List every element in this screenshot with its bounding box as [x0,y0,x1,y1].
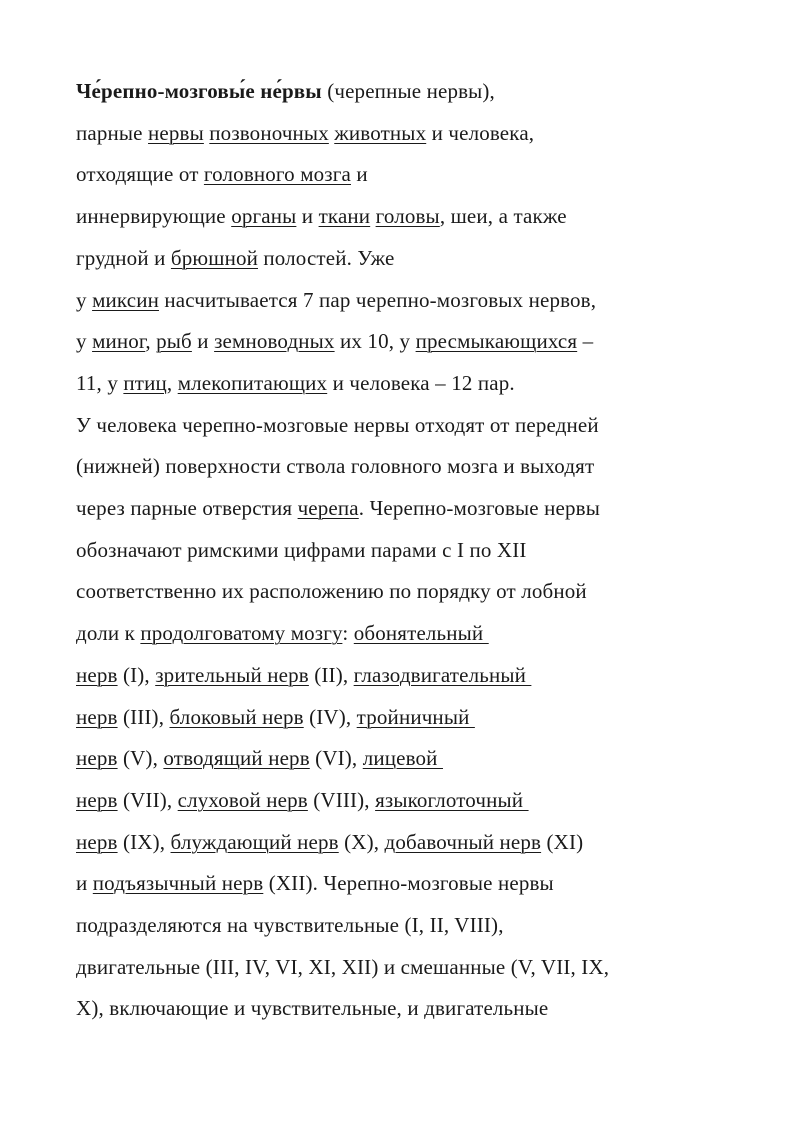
text-segment: и человека, [426,120,535,145]
text-line [76,947,736,989]
text-segment: (I), [117,662,156,687]
article-link[interactable]: тройничный [356,704,475,729]
article-link[interactable]: нерв [76,746,118,771]
text-segment: , шеи, а также [439,204,567,229]
text-segment: парные [76,120,149,145]
text-segment: У человека черепно-мозговые нервы отходят от передней [76,412,599,437]
article-link[interactable]: органы [231,204,297,229]
text-segment: (IV), [303,704,357,729]
text-segment: соответственно их расположению по порядку от лобной [76,579,587,604]
article-link[interactable]: млекопитающих [177,370,328,395]
text-segment: . Черепно-мозговые нервы [358,496,600,521]
text-segment: 11, у [76,370,124,395]
text-segment: (черепные нервы), [321,79,495,103]
article-link[interactable]: головного мозга [203,162,351,187]
text-line [76,655,736,697]
article-link[interactable]: лицевой [362,746,443,771]
text-line [76,154,736,196]
article-link[interactable]: позвоночных [209,120,329,145]
text-segment: (XI) [541,829,584,854]
article-link[interactable]: продолговатому мозгу [140,621,343,646]
document-body [76,71,736,1030]
article-link[interactable]: нервы [148,120,204,145]
text-segment: , [166,370,178,395]
text-segment: двигательные (III, IV, VI, XI, XII) и смешанные (V, VII, IX, [76,954,610,979]
text-segment: (VI), [309,746,363,771]
text-line [76,530,736,572]
article-link[interactable]: пресмыкающихся [415,329,578,354]
article-link[interactable]: черепа [297,496,359,521]
text-line [76,280,736,322]
article-link[interactable]: нерв [76,662,118,687]
text-segment: подразделяются на чувствительные (I, II, VIII), [76,913,504,938]
text-segment: их 10, у [334,329,416,354]
text-line [76,988,736,1030]
article-link[interactable]: птиц [123,370,167,395]
text-segment: грудной и [76,245,171,270]
text-segment: и [191,329,215,354]
text-segment: (XII). Черепно-мозговые нервы [263,871,554,896]
text-segment: у [76,329,93,354]
text-line [76,488,736,530]
text-segment: доли к [76,621,141,646]
article-link[interactable]: отводящий нерв [163,746,310,771]
text-segment: (II), [308,662,354,687]
article-link[interactable]: блуждающий нерв [170,829,339,854]
text-segment: и [296,204,319,229]
text-segment: (VII), [117,787,178,812]
text-segment: – [577,329,594,354]
article-link[interactable]: языкоглоточный [375,787,529,812]
text-segment: (X), [338,829,385,854]
text-line [76,238,736,280]
text-segment: (III), [117,704,170,729]
text-segment: и [350,162,368,187]
text-line [76,113,736,155]
text-segment: обозначают римскими цифрами парами с I по XII [76,537,527,562]
article-link[interactable]: глазодвигательный [353,662,532,687]
text-segment: иннервирующие [76,204,232,229]
text-segment: : [342,621,354,646]
text-segment: (VIII), [307,787,376,812]
text-line [76,363,736,405]
article-link[interactable]: нерв [76,704,118,729]
article-link[interactable]: животных [334,120,427,145]
article-link[interactable]: ткани [318,204,371,229]
text-line [76,613,736,655]
article-link[interactable]: зрительный нерв [155,662,309,687]
text-line [76,738,736,780]
text-line [76,71,736,113]
text-line [76,405,736,447]
article-link[interactable]: слуховой нерв [177,787,308,812]
article-link[interactable]: подъязычный нерв [92,871,264,896]
article-link[interactable]: миксин [92,287,159,312]
article-link[interactable]: блоковый нерв [169,704,304,729]
text-segment: полостей. Уже [258,245,395,270]
text-line [76,822,736,864]
text-segment: (V), [117,746,164,771]
article-link[interactable]: земноводных [214,329,335,354]
text-segment: у [76,287,93,312]
article-link[interactable]: головы [375,204,440,229]
text-segment: , [145,329,157,354]
text-segment: и человека – 12 пар. [327,370,515,395]
article-link[interactable]: рыб [156,329,192,354]
text-segment: насчитывается 7 пар черепно-мозговых нервов, [158,287,597,312]
text-line [76,697,736,739]
text-line [76,321,736,363]
article-title: Че́репно-мозговы́е не́рвы [76,79,322,103]
text-line [76,196,736,238]
text-line [76,905,736,947]
text-line [76,863,736,905]
text-line [76,780,736,822]
text-segment: (IX), [117,829,171,854]
article-link[interactable]: обонятельный [353,621,489,646]
article-link[interactable]: добавочный нерв [384,829,542,854]
article-link[interactable]: нерв [76,787,118,812]
article-link[interactable]: нерв [76,829,118,854]
text-segment: отходящие от [76,162,204,187]
text-line [76,446,736,488]
text-line [76,571,736,613]
article-link[interactable]: миног [92,329,146,354]
text-segment: и [76,871,93,896]
text-segment: через парные отверстия [76,496,298,521]
text-segment: (нижней) поверхности ствола головного мозга и выходят [76,454,595,479]
text-segment: X), включающие и чувствительные, и двигательные [76,996,549,1021]
article-link[interactable]: брюшной [170,245,258,270]
